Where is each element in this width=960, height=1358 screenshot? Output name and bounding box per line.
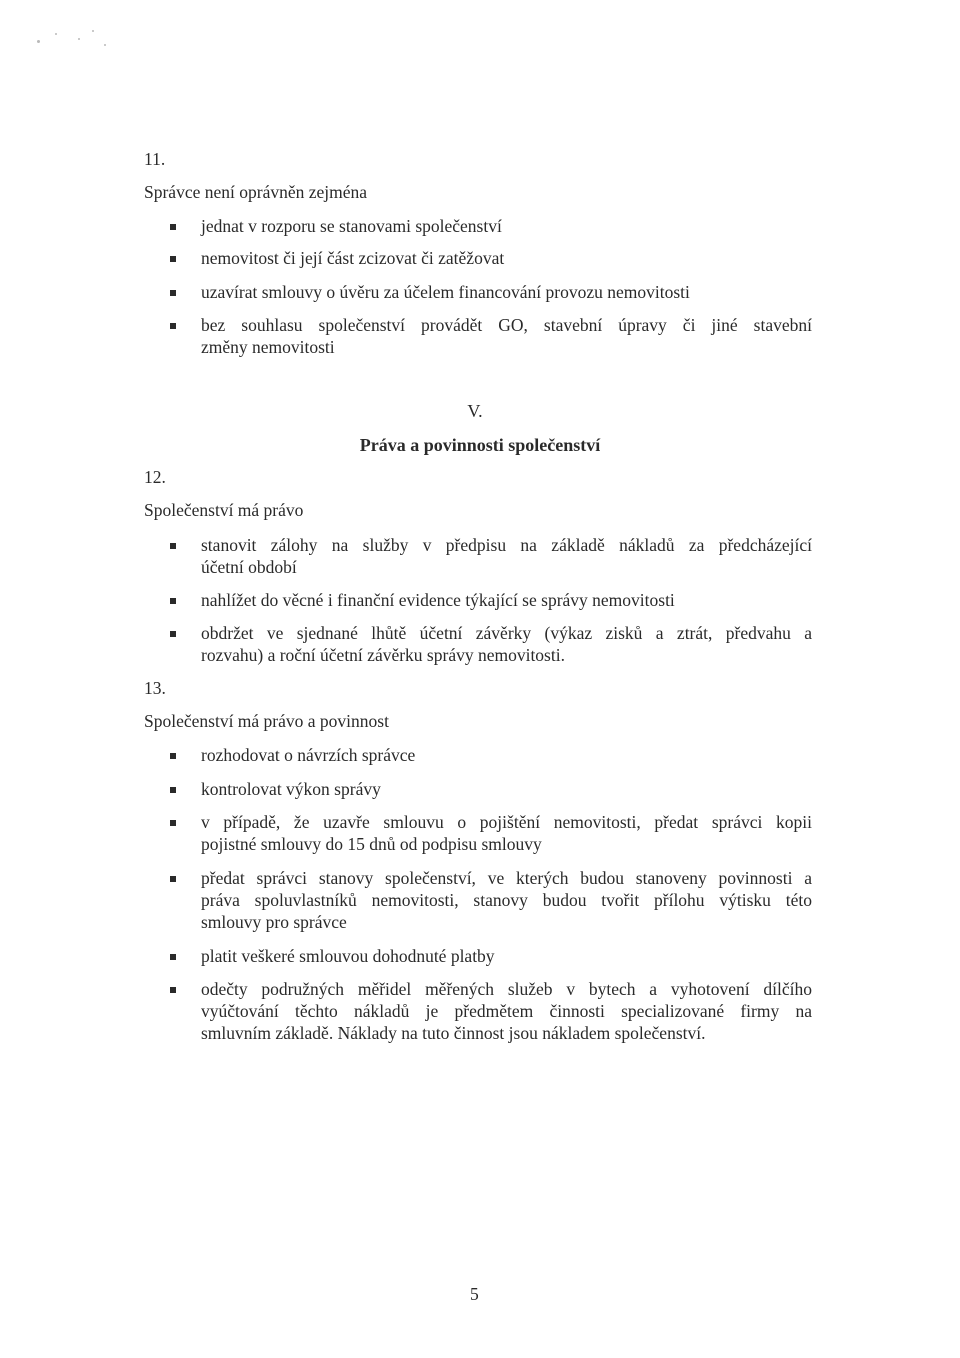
list-item-line: předat správci stanovy společenství, ve kterých budou stanoveny povinnosti a — [201, 868, 812, 888]
section-number: 11. — [144, 149, 166, 169]
list-item — [201, 778, 812, 800]
list-item — [201, 534, 812, 578]
list-item-line: kontrolovat výkon správy — [201, 779, 381, 799]
list-item-line: smlouvy pro správce — [201, 912, 347, 932]
list-item-line: smluvním základě. Náklady na tuto činnost jsou nákladem společenství. — [201, 1023, 706, 1043]
list-item — [201, 744, 812, 766]
scan-speck — [78, 38, 80, 40]
section-number: 13. — [144, 678, 166, 698]
list-item-line: jednat v rozporu se stanovami společenství — [201, 216, 502, 236]
list-item-line: práva spoluvlastníků nemovitosti, stanovy budou tvořit přílohu výtisku této — [201, 890, 812, 910]
list-item — [201, 247, 812, 269]
list-item — [201, 215, 812, 237]
section-intro: Společenství má právo a povinnost — [144, 711, 389, 731]
bullet — [170, 224, 176, 230]
bullet — [170, 787, 176, 793]
list-item-line: stanovit zálohy na služby v předpisu na základě nákladů za předcházející — [201, 535, 812, 555]
bullet — [170, 323, 176, 329]
scan-speck — [104, 44, 106, 46]
scan-speck — [55, 33, 57, 35]
bullet — [170, 954, 176, 960]
list-item-line: pojistné smlouvy do 15 dnů od podpisu smlouvy — [201, 834, 542, 854]
list-item-line: bez souhlasu společenství provádět GO, stavební úpravy či jiné stavební — [201, 315, 812, 335]
bullet — [170, 753, 176, 759]
bullet — [170, 290, 176, 296]
list-item-line: rozvahu) a roční účetní závěrku správy nemovitosti. — [201, 645, 565, 665]
bullet — [170, 631, 176, 637]
list-item-line: platit veškeré smlouvou dohodnuté platby — [201, 946, 495, 966]
list-item-line: odečty podružných měřidel měřených služeb v bytech a vyhotovení dílčího — [201, 979, 812, 999]
list-item-line: vyúčtování těchto nákladů je předmětem činnosti specializované firmy na — [201, 1001, 812, 1021]
list-item-line: obdržet ve sjednané lhůtě účetní závěrky (výkaz zisků a ztrát, předvahu a — [201, 623, 812, 643]
bullet — [170, 543, 176, 549]
list-item-line: rozhodovat o návrzích správce — [201, 745, 416, 765]
scan-speck — [92, 30, 94, 32]
list-item-line: uzavírat smlouvy o úvěru za účelem financování provozu nemovitosti — [201, 282, 690, 302]
list-item-line: změny nemovitosti — [201, 337, 335, 357]
bullet — [170, 256, 176, 262]
section-number: 12. — [144, 467, 166, 487]
list-item — [201, 811, 812, 855]
bullet — [170, 987, 176, 993]
list-item — [201, 314, 812, 358]
section-intro: Společenství má právo — [144, 500, 304, 520]
list-item — [201, 867, 812, 933]
page-number: 5 — [470, 1284, 479, 1304]
list-item-line: účetní období — [201, 557, 297, 577]
list-item-line: nemovitost či její část zcizovat či zatěžovat — [201, 248, 505, 268]
scan-speck — [37, 40, 40, 43]
bullet — [170, 598, 176, 604]
chapter-title: Práva a povinnosti společenství — [359, 435, 601, 455]
chapter-number: V. — [467, 401, 483, 421]
list-item-line: v případě, že uzavře smlouvu o pojištění nemovitosti, předat správci kopii — [201, 812, 812, 832]
bullet — [170, 820, 176, 826]
list-item-line: nahlížet do věcné i finanční evidence týkající se správy nemovitosti — [201, 590, 675, 610]
list-item — [201, 281, 812, 303]
list-item — [201, 622, 812, 666]
list-item — [201, 945, 812, 967]
list-item — [201, 978, 812, 1044]
section-intro: Správce není oprávněn zejména — [144, 182, 368, 202]
list-item — [201, 589, 812, 611]
bullet — [170, 876, 176, 882]
